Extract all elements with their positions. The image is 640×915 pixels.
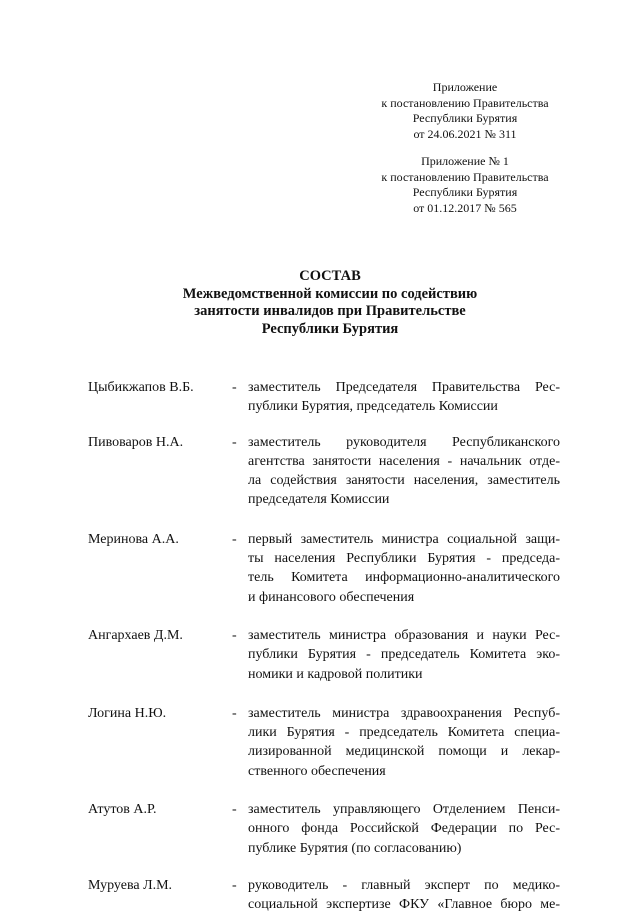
member-dash: - bbox=[232, 627, 237, 643]
member-name: Цыбикжапов В.Б. bbox=[88, 380, 194, 395]
member-dash: - bbox=[232, 434, 237, 450]
title-line: Республики Бурятия bbox=[261, 320, 399, 337]
document-title bbox=[100, 268, 560, 338]
member-name: Логина Н.Ю. bbox=[88, 705, 167, 721]
appendix-stamp-current bbox=[360, 80, 570, 142]
member-entry bbox=[88, 704, 568, 781]
stamp-line: Приложение № 1 bbox=[421, 154, 509, 168]
member-position bbox=[248, 876, 560, 915]
stamp-line: Республики Бурятия bbox=[412, 185, 518, 199]
member-entry bbox=[88, 378, 568, 417]
position-line: заместитель Председателя Правительства Рес- bbox=[248, 380, 560, 395]
stamp-line: Приложение bbox=[432, 80, 498, 94]
member-position bbox=[248, 530, 560, 607]
member-position bbox=[248, 433, 560, 510]
title-line: Межведомственной комиссии по содействию bbox=[182, 285, 478, 302]
member-name: Меринова А.А. bbox=[88, 531, 179, 547]
position-line: заместитель министра здравоохранения Респуб- bbox=[248, 705, 560, 721]
position-line: лики Бурятия - председатель Комитета специа- bbox=[248, 725, 560, 741]
position-line: публики Бурятия - председатель Комитета эко- bbox=[248, 647, 560, 663]
position-line: номики и кадровой политики bbox=[248, 666, 423, 682]
position-line: заместитель управляющего Отделением Пенси- bbox=[248, 802, 560, 818]
position-line: и финансового обеспечения bbox=[248, 589, 415, 605]
member-position bbox=[248, 800, 560, 858]
commission-members-list bbox=[88, 378, 568, 915]
stamp-line: от 01.12.2017 № 565 bbox=[413, 200, 517, 215]
position-line: ственного обеспечения bbox=[248, 763, 386, 779]
stamp-line: от 24.06.2021 № 311 bbox=[413, 126, 517, 141]
position-line: публике Бурятия (по согласованию) bbox=[248, 840, 462, 856]
member-name: Пивоваров Н.А. bbox=[88, 434, 184, 450]
title-line: СОСТАВ bbox=[299, 268, 361, 284]
title-line: занятости инвалидов при Правительстве bbox=[194, 303, 466, 319]
appendix-stamp-original bbox=[360, 154, 570, 216]
position-line: первый заместитель министра социальной защи- bbox=[248, 531, 560, 547]
position-line: руководитель - главный эксперт по медико- bbox=[248, 877, 560, 893]
member-name: Муруева Л.М. bbox=[88, 877, 173, 893]
member-entry bbox=[88, 800, 568, 858]
member-entry bbox=[88, 626, 568, 684]
member-dash: - bbox=[232, 877, 237, 893]
position-line: социальной экспертизе ФКУ «Главное бюро ме- bbox=[248, 897, 560, 913]
member-dash: - bbox=[232, 531, 237, 547]
member-dash: - bbox=[232, 802, 237, 818]
position-line: тель Комитета информационно-аналитического bbox=[248, 570, 560, 586]
stamp-line: к постановлению Правительства bbox=[381, 95, 549, 110]
position-line: онного фонда Российской Федерации по Рес- bbox=[248, 821, 560, 837]
member-position bbox=[248, 704, 560, 781]
position-line: публики Бурятия, председатель Комиссии bbox=[248, 399, 498, 415]
member-dash: - bbox=[232, 705, 237, 721]
position-line: ла содействия занятости населения, заместитель bbox=[248, 473, 560, 489]
position-line: лизированной медицинской помощи и лекар- bbox=[248, 744, 560, 760]
position-line: председателя Комиссии bbox=[248, 492, 390, 508]
member-position bbox=[248, 626, 560, 684]
member-name: Атутов А.Р. bbox=[88, 802, 157, 818]
member-entry bbox=[88, 530, 568, 607]
position-line: заместитель министра образования и науки Рес- bbox=[248, 627, 560, 643]
member-dash: - bbox=[232, 380, 237, 395]
stamp-line: Республики Бурятия bbox=[412, 111, 518, 125]
position-line: агентства занятости населения - начальник отде- bbox=[248, 453, 560, 469]
position-line: заместитель руководителя Республиканского bbox=[248, 434, 560, 450]
member-name: Ангархаев Д.М. bbox=[88, 627, 183, 643]
member-position bbox=[248, 378, 560, 417]
position-line: ты населения Республики Бурятия - председа- bbox=[248, 551, 560, 567]
member-entry bbox=[88, 433, 568, 510]
member-entry bbox=[88, 876, 568, 915]
stamp-line: к постановлению Правительства bbox=[381, 169, 549, 184]
